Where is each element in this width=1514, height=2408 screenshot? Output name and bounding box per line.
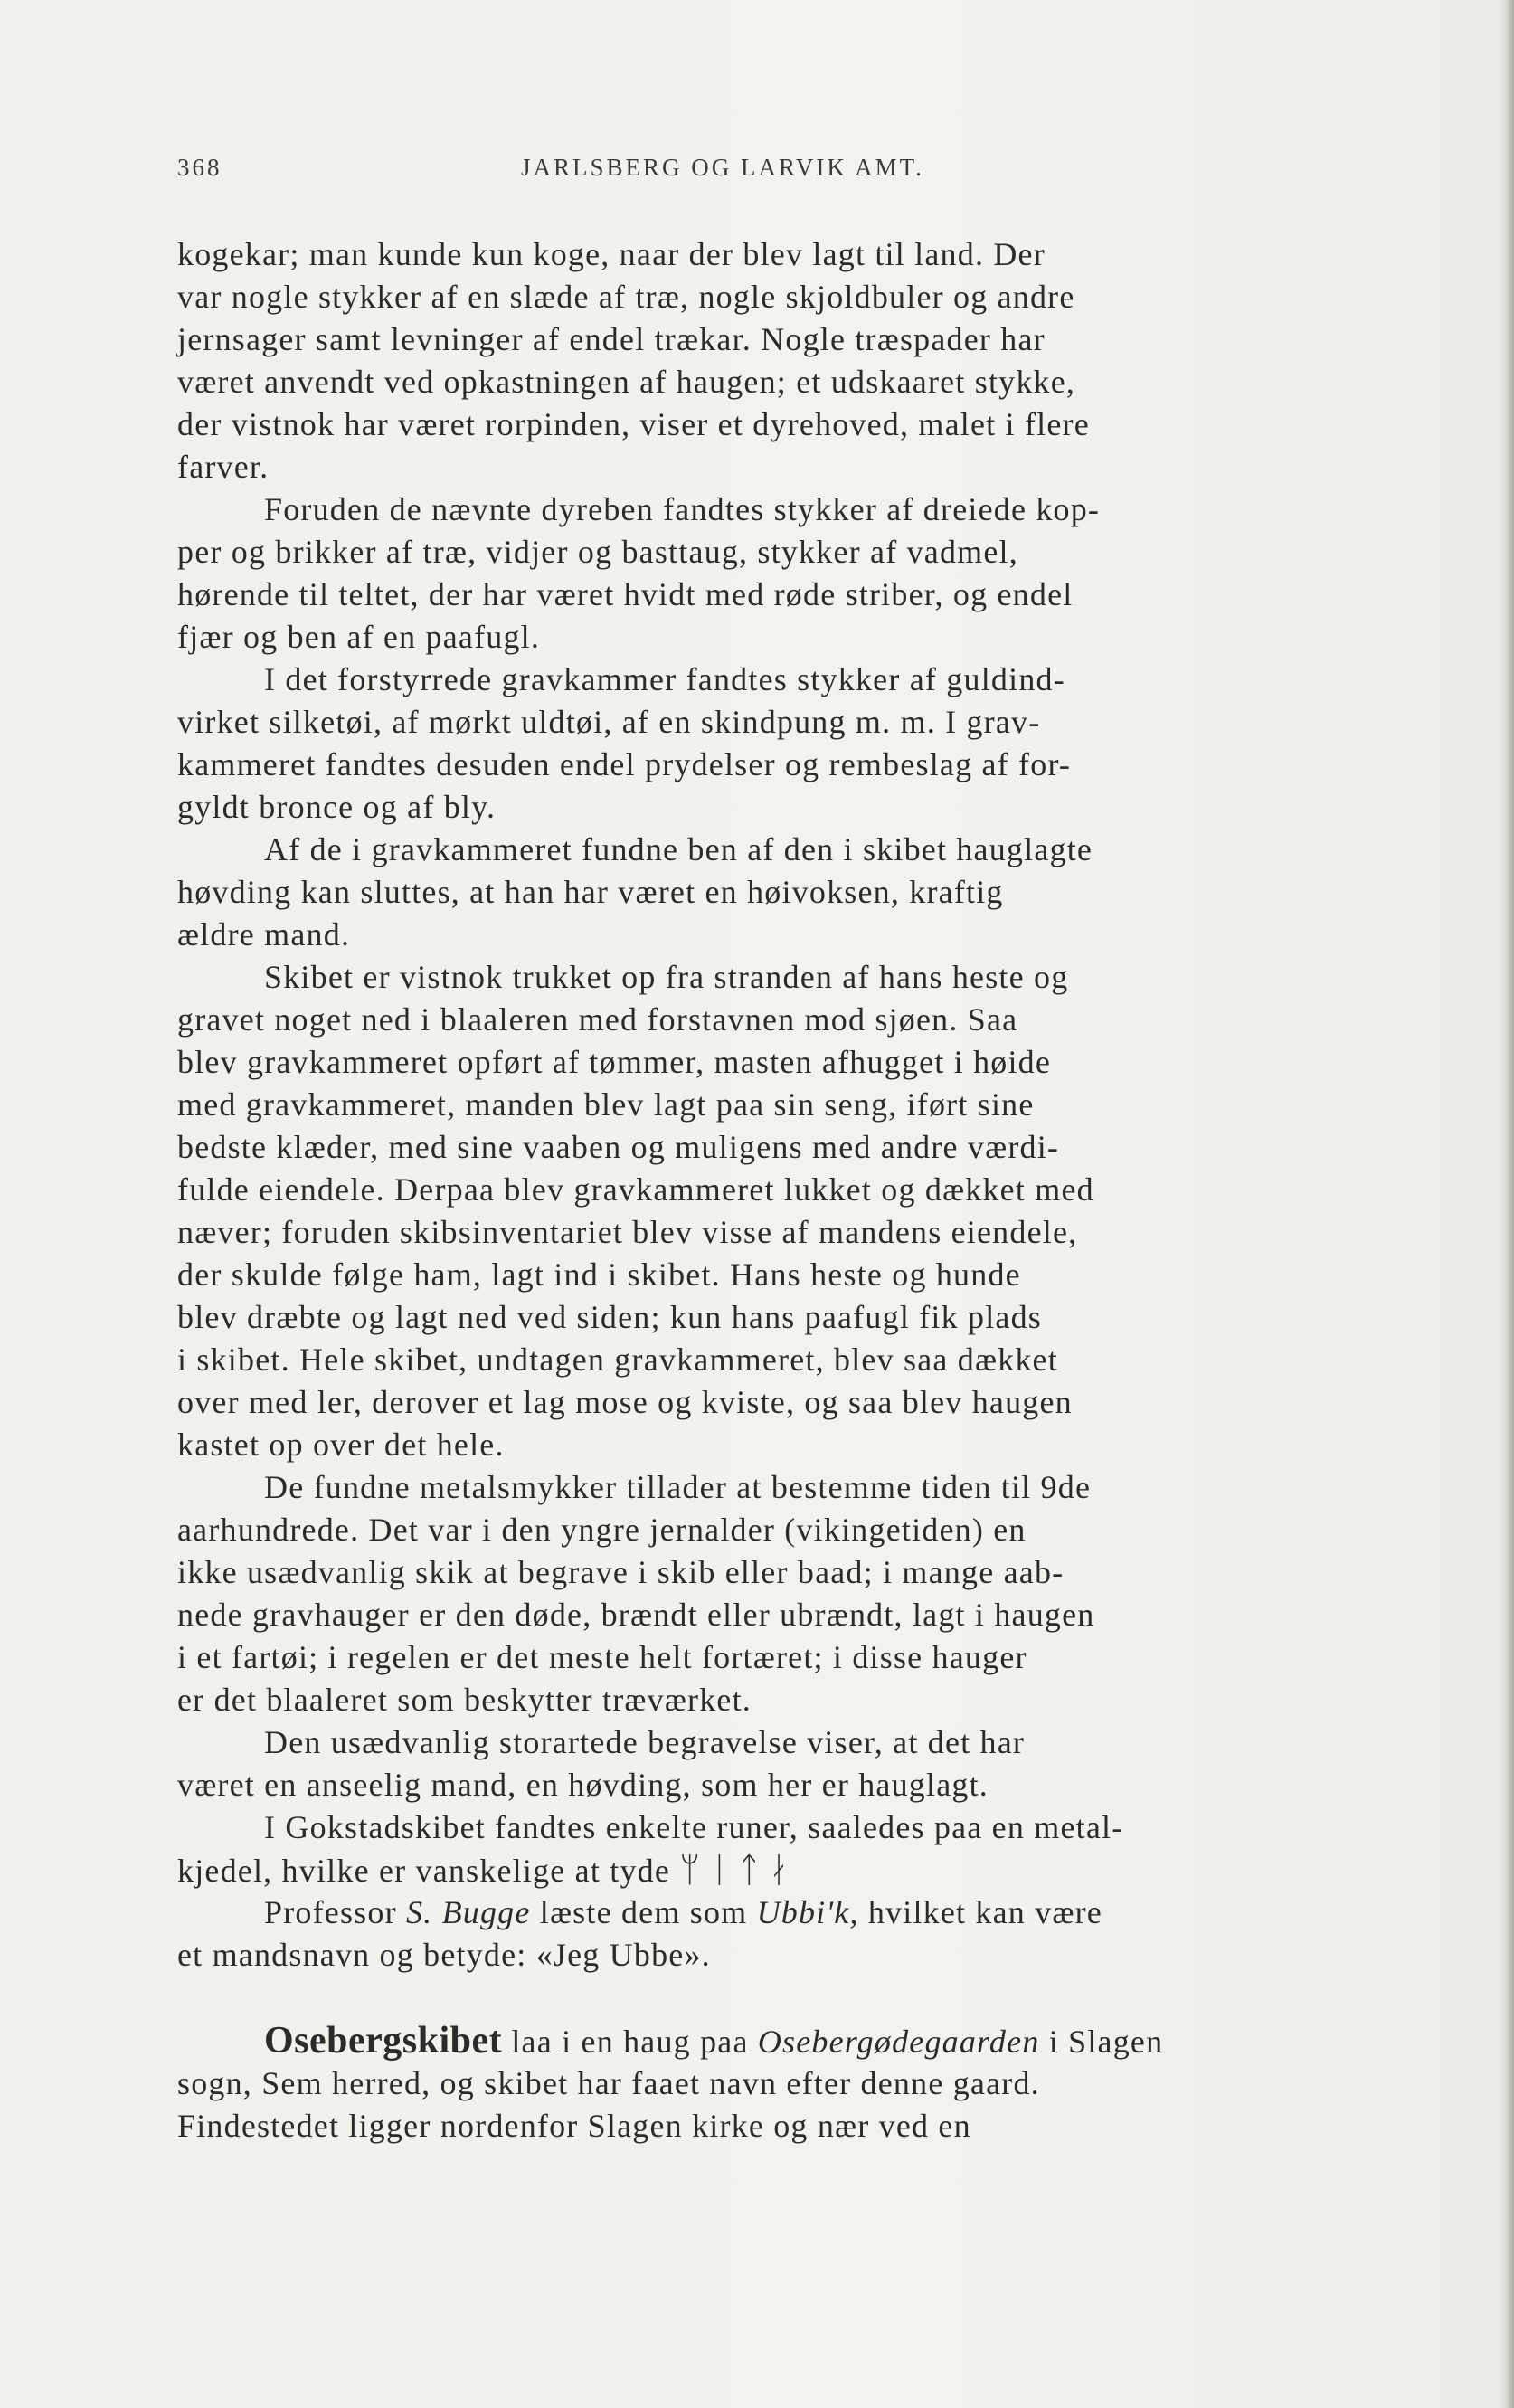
text-line: kastet op over det hele.: [177, 1427, 505, 1463]
text-line: virket silketøi, af mørkt uldtøi, af en skindpung m. m. I grav-: [177, 704, 1041, 740]
text-line: i skibet. Hele skibet, undtagen gravkammeret, blev saa dækket: [177, 1341, 1058, 1378]
text-line: gravet noget ned i blaaleren med forstavnen mod sjøen. Saa: [177, 1001, 1018, 1038]
paragraph-5-line: [177, 1509, 1353, 1551]
paragraph-bugge: [177, 1891, 1353, 1934]
paragraph-4-line: [177, 1339, 1353, 1381]
paragraph-1-line: [177, 531, 1353, 574]
bugge-word: Ubbi'k,: [756, 1894, 859, 1930]
text-line: Foruden de nævnte dyreben fandtes stykker af dreiede kop-: [264, 491, 1101, 527]
text-line: Den usædvanlig storartede begravelse viser, at det har: [264, 1724, 1026, 1760]
paragraph-4-line: [177, 1169, 1353, 1211]
paragraph-3-line: [177, 914, 1353, 956]
text-line: kjedel, hvilke er vanskelige at tyde: [177, 1853, 671, 1889]
text-line: hørende til teltet, der har været hvidt med røde striber, og endel: [177, 576, 1074, 612]
text-line: høvding kan sluttes, at han har været en høivoksen, kraftig: [177, 874, 1004, 910]
text-line: med gravkammeret, manden blev lagt paa sin seng, iført sine: [177, 1086, 1035, 1123]
bugge-line-2: et mandsnavn og betyde: «Jeg Ubbe».: [177, 1937, 711, 1973]
paragraph-0-line: [177, 361, 1353, 403]
oseberg-line-1: [177, 2020, 1353, 2062]
text-line: jernsager samt levninger af endel trækar. Nogle træspader har: [177, 321, 1046, 357]
text-line: ældre mand.: [177, 916, 351, 953]
text-line: i et fartøi; i regelen er det meste helt fortæret; i disse hauger: [177, 1639, 1027, 1675]
paragraph-2-line: [177, 786, 1353, 829]
paragraph-4-line: [177, 1211, 1353, 1254]
text-line: kammeret fandtes desuden endel prydelser og rembeslag af for-: [177, 746, 1072, 782]
text-line: bedste klæder, med sine vaaben og muligens med andre værdi-: [177, 1129, 1060, 1165]
text-line: der skulde følge ham, lagt ind i skibet. Hans heste og hunde: [177, 1256, 1021, 1293]
text-line: nede gravhauger er den døde, brændt eller ubrændt, lagt i haugen: [177, 1597, 1095, 1633]
page-number: 368: [177, 154, 222, 181]
text-line: ikke usædvanlig skik at begrave i skib eller baad; i mange aab-: [177, 1554, 1065, 1590]
paragraph-5-line: [177, 1679, 1353, 1721]
paragraph-4-line: [177, 1254, 1353, 1296]
oseberg-text-end: i Slagen: [1039, 2024, 1164, 2060]
paragraph-6-line: [177, 1721, 1353, 1764]
text-line: Af de i gravkammeret fundne ben af den i skibet hauglagte: [264, 831, 1093, 867]
paragraph-4-line: [177, 1296, 1353, 1339]
paragraph-5-line: [177, 1466, 1353, 1509]
oseberg-line-2: sogn, Sem herred, og skibet har faaet navn efter denne gaard.: [177, 2065, 1040, 2101]
rune-inscription: ᛘᛁᛏᛅ: [679, 1850, 799, 1890]
text-line: over med ler, derover et lag mose og kviste, og saa blev haugen: [177, 1384, 1073, 1420]
paragraph-1-line: [177, 616, 1353, 659]
paragraph-3-line: [177, 871, 1353, 914]
paragraph-7-line: [177, 1849, 1353, 1891]
paragraph-0-line: [177, 403, 1353, 446]
paragraph-4-line: [177, 1041, 1353, 1084]
paragraph-4-line: [177, 999, 1353, 1041]
text-line: fjær og ben af en paafugl.: [177, 619, 541, 655]
paragraph-4-line: [177, 1381, 1353, 1424]
text-line: per og brikker af træ, vidjer og basttaug, stykker af vadmel,: [177, 534, 1018, 570]
text-line: gyldt bronce og af bly.: [177, 789, 497, 825]
text-line: været anvendt ved opkastningen af haugen; et udskaaret stykke,: [177, 364, 1076, 400]
text-line: næver; foruden skibsinventariet blev visse af mandens eiendele,: [177, 1214, 1078, 1250]
text-line: været en anseelig mand, en høvding, som her er hauglagt.: [177, 1767, 989, 1803]
bugge-text-post: hvilket kan være: [858, 1894, 1102, 1930]
paragraph-3-line: [177, 829, 1353, 871]
text-line: blev dræbte og lagt ned ved siden; kun hans paafugl fik plads: [177, 1299, 1043, 1335]
paragraph-2-line: [177, 701, 1353, 744]
paragraph-4-line: [177, 1126, 1353, 1169]
text-line: I Gokstadskibet fandtes enkelte runer, saaledes paa en metal-: [264, 1809, 1124, 1845]
paragraph-0-line: [177, 318, 1353, 361]
text-line: Skibet er vistnok trukket op fra stranden af hans heste og: [264, 959, 1069, 995]
paragraph-4-line: [177, 956, 1353, 999]
paragraph-0-line: [177, 276, 1353, 318]
oseberg-heading: Osebergskibet: [264, 2020, 503, 2062]
section-gap: [177, 1977, 1353, 2020]
oseberg-text-mid: laa i en haug paa: [502, 2024, 758, 2060]
paragraph-6-line: [177, 1764, 1353, 1806]
text-line: I det forstyrrede gravkammer fandtes stykker af guldind-: [264, 661, 1065, 697]
paragraph-4-line: [177, 1424, 1353, 1466]
paragraph-5-line: [177, 1594, 1353, 1636]
paragraph-2-line: [177, 744, 1353, 786]
text-line: er det blaaleret som beskytter træværket.: [177, 1682, 752, 1718]
oseberg-farm-name: Osebergødegaarden: [757, 2024, 1040, 2060]
paragraph-5-line: [177, 1551, 1353, 1594]
text-line: kogekar; man kunde kun koge, naar der blev lagt til land. Der: [177, 236, 1046, 272]
page-header: [177, 154, 1353, 190]
oseberg-line-3: Findestedet ligger nordenfor Slagen kirke og nær ved en: [177, 2108, 971, 2144]
body-text: [177, 233, 1353, 2147]
paragraph-4-line: [177, 1084, 1353, 1126]
running-title: JARLSBERG OG LARVIK AMT.: [521, 154, 924, 181]
text-line: der vistnok har været rorpinden, viser et dyrehoved, malet i flere: [177, 406, 1090, 442]
paragraph-0-line: [177, 446, 1353, 488]
paragraph-list: [177, 233, 1353, 1891]
paragraph-2-line: [177, 659, 1353, 701]
bugge-text-mid: læste dem som: [530, 1894, 757, 1930]
bugge-text-pre: Professor: [264, 1894, 406, 1930]
text-line: aarhundrede. Det var i den yngre jernalder (vikingetiden) en: [177, 1512, 1027, 1548]
paragraph-5-line: [177, 1636, 1353, 1679]
paragraph-0-line: [177, 233, 1353, 276]
text-line: var nogle stykker af en slæde af træ, nogle skjoldbuler og andre: [177, 279, 1075, 315]
text-line: fulde eiendele. Derpaa blev gravkammeret lukket og dækket med: [177, 1171, 1094, 1208]
page-binding-edge: [1496, 0, 1514, 2408]
paragraph-7-line: [177, 1806, 1353, 1849]
bugge-name: S. Bugge: [405, 1894, 531, 1930]
text-line: blev gravkammeret opført af tømmer, masten afhugget i høide: [177, 1044, 1052, 1080]
paragraph-1-line: [177, 574, 1353, 616]
text-line: farver.: [177, 449, 270, 485]
text-line: De fundne metalsmykker tillader at bestemme tiden til 9de: [264, 1469, 1092, 1505]
paragraph-1-line: [177, 488, 1353, 531]
